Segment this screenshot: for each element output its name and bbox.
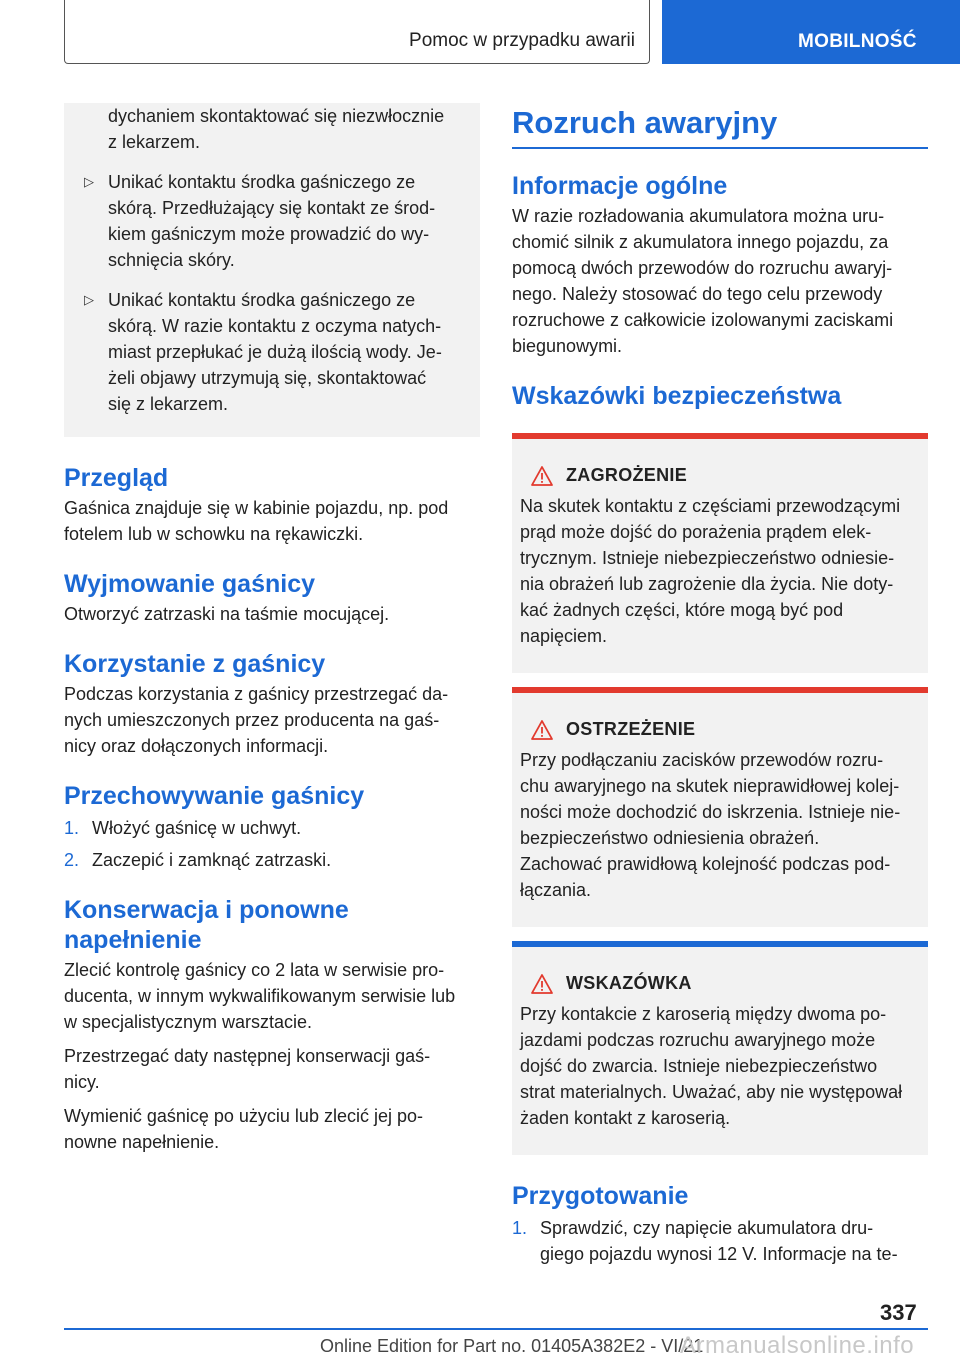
numbered-step: 1. Sprawdzić, czy napięcie akumulatora dru- giego pojazdu wynosi 12 V. Informacje na te- bbox=[512, 1217, 898, 1264]
paragraph: W razie rozładowania akumulatora można uru- chomić silnik z akumulatora innego pojazdu, za pomocą dwóch przewodów do rozruchu awaryj- nego. Należy stosować do tego celu przewody rozruchowe z całkowicie izolowanymi zaciskami biegunowymi. bbox=[512, 205, 894, 356]
heading-wskazowki: Wskazówki bezpieczeństwa bbox=[512, 381, 842, 410]
header-chapter-tab bbox=[662, 0, 960, 64]
right-column bbox=[512, 103, 928, 1267]
heading-korzystanie: Korzystanie z gaśnicy bbox=[64, 650, 326, 678]
bullet-item: ▷ Unikać kontaktu środka gaśniczego ze skórą. Przedłużający się kontakt ze środ- kiem gaśniczym może prowadzić do wy- schnięcia skóry. bbox=[84, 169, 462, 273]
warning-text: Przy podłączaniu zacisków przewodów rozru- chu awaryjnego na skutek nieprawidłowej kolej- ności może dochodzić do iskrzenia. Istnieje nie- bezpieczeństwo odniesienia obrażeń. Zachować prawidłową kolejność podczas pod- łączania. bbox=[520, 749, 901, 900]
warning-text: Na skutek kontaktu z częściami przewodzącymi prąd może dojść do porażenia prądem elek- trycznym. Istnieje niebezpieczeństwo odniesie- nia obrażeń lub zagrożenie dla życia. Nie doty- kać żadnych części, które mogą być pod napięciem. bbox=[520, 495, 901, 646]
heading-przygotowanie: Przygotowanie bbox=[512, 1181, 689, 1210]
numbered-step: 1. Włożyć gaśnicę w uchwyt. bbox=[64, 818, 302, 838]
heading-informacje: Informacje ogólne bbox=[512, 171, 728, 200]
heading-wyjmowanie: Wyjmowanie gaśnicy bbox=[64, 570, 316, 598]
warning-title: ZAGROŻENIE bbox=[566, 465, 688, 485]
footer-divider bbox=[64, 1328, 928, 1330]
edition-text: Online Edition for Part no. 01405A382E2 - VI/21 bbox=[320, 1336, 704, 1356]
warning-triangle-icon bbox=[520, 719, 564, 741]
header-section-tab bbox=[64, 0, 650, 64]
danger-box bbox=[512, 433, 928, 673]
bullet-continuation: dychaniem skontaktować się niezwłocznie z lekarzem. bbox=[108, 106, 445, 152]
warning-triangle-icon bbox=[520, 973, 564, 995]
bullet-item: ▷ Unikać kontaktu środka gaśniczego ze skórą. W razie kontaktu z oczyma natych- miast przepłukać je dużą ilością wody. Je- żeli objawy utrzymują się, skontaktować się z lekarzem. bbox=[84, 287, 462, 417]
left-column bbox=[64, 103, 480, 1155]
warning-title: WSKAZÓWKA bbox=[566, 973, 692, 993]
notice-box bbox=[512, 941, 928, 1155]
paragraph: Wymienić gaśnicę po użyciu lub zlecić jej po- nowne napełnienie. bbox=[64, 1106, 423, 1152]
triangle-bullet-icon: ▷ bbox=[84, 174, 94, 189]
heading-przeglad: Przegląd bbox=[64, 464, 169, 492]
warning-box bbox=[512, 687, 928, 927]
heading-przechowywanie: Przechowywanie gaśnicy bbox=[64, 782, 365, 810]
heading-konserwacja: Konserwacja i ponowne napełnienie bbox=[64, 896, 349, 954]
chapter-title: MOBILNOŚĆ bbox=[798, 31, 917, 52]
warning-title: OSTRZEŻENIE bbox=[566, 719, 696, 739]
section-title: Pomoc w przypadku awarii bbox=[409, 30, 635, 51]
safety-info-box bbox=[64, 103, 480, 437]
paragraph: Gaśnica znajduje się w kabinie pojazdu, np. pod fotelem lub w schowku na rękawiczki. bbox=[64, 498, 449, 544]
paragraph: Podczas korzystania z gaśnicy przestrzegać da- nych umieszczonych przez producenta na gaś- nicy oraz dołączonych informacji. bbox=[64, 684, 449, 756]
heading-divider bbox=[512, 147, 928, 149]
watermark: Armanualsonline.info bbox=[680, 1332, 915, 1359]
numbered-step: 2. Zaczepić i zamknąć zatrzaski. bbox=[64, 850, 332, 870]
paragraph: Przestrzegać daty następnej konserwacji gaś- nicy. bbox=[64, 1046, 431, 1092]
page-number: 337 bbox=[880, 1300, 917, 1325]
paragraph: Otworzyć zatrzaski na taśmie mocującej. bbox=[64, 604, 390, 624]
paragraph: Zlecić kontrolę gaśnicy co 2 lata w serwisie pro- ducenta, w innym wykwalifikowanym serwisie lub w specjalistycznym warsztacie. bbox=[64, 960, 456, 1032]
triangle-bullet-icon: ▷ bbox=[84, 292, 94, 307]
heading-rozruch: Rozruch awaryjny bbox=[512, 105, 778, 140]
warning-triangle-icon bbox=[520, 465, 564, 487]
warning-text: Przy kontakcie z karoserią między dwoma po- jazdami podczas rozruchu awaryjnego może dojść do zwarcia. Istnieje niebezpieczeństwo strat materialnych. Uważać, aby nie występował żaden kontakt z karoserią. bbox=[520, 1003, 903, 1128]
